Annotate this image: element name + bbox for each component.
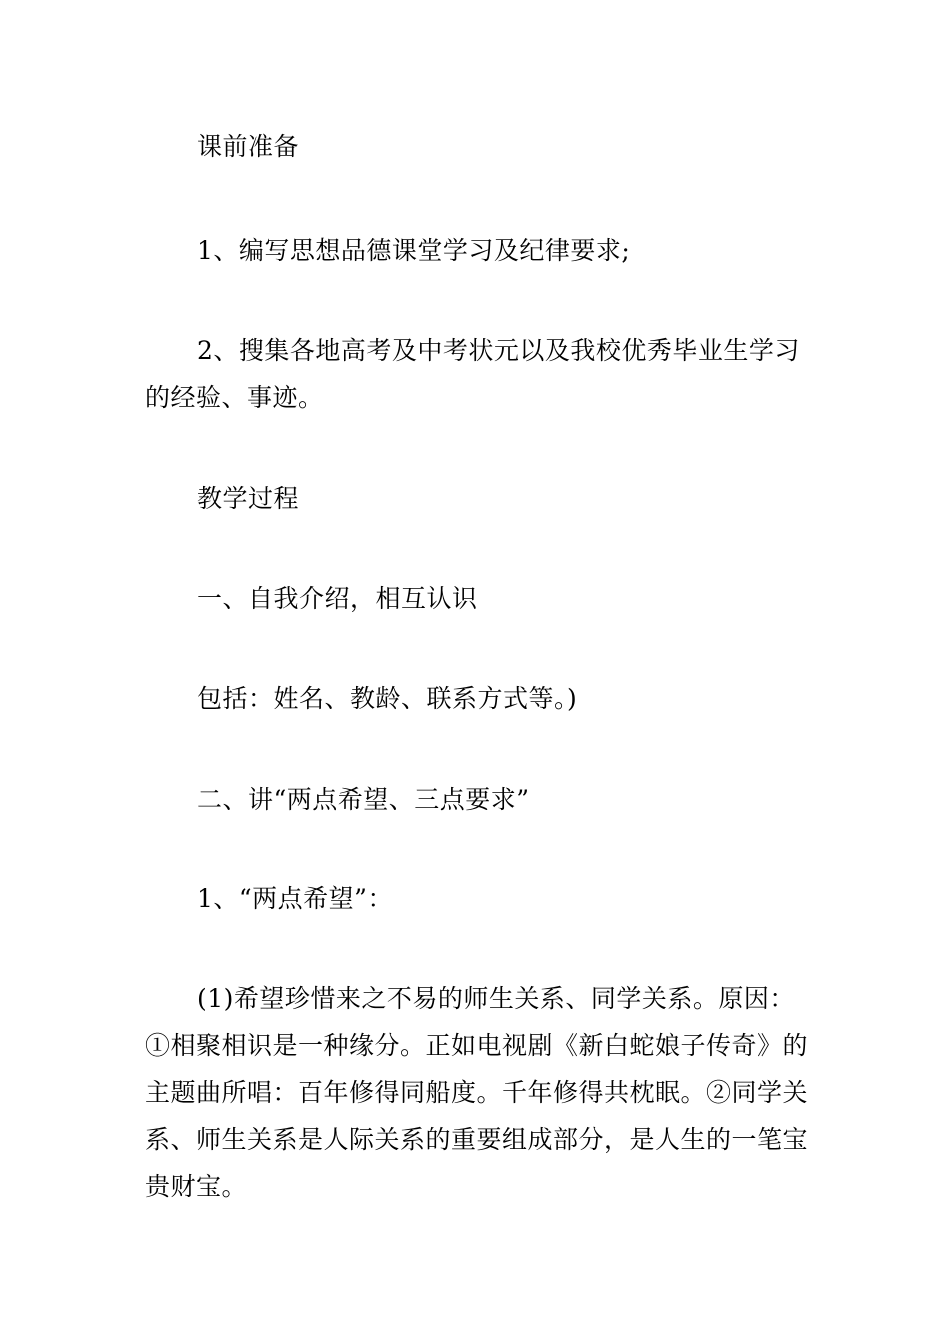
paragraph-teaching-process: 教学过程 bbox=[197, 484, 300, 513]
paragraph-two-hopes: 1、“两点希望”： bbox=[197, 884, 393, 913]
paragraph-lesson-preparation: 课前准备 bbox=[197, 132, 300, 161]
paragraph-prep-item-1: 1、编写思想品德课堂学习及纪律要求; bbox=[197, 236, 631, 265]
paragraph-hope-one: (1)希望珍惜来之不易的师生关系、同学关系。原因：①相聚相识是一种缘分。正如电视剧《新白蛇娘子传奇》的主题曲所唱：百年修得同船度。千年修得共枕眠。②同学关系、师生关系是人际关系的重要组成部分，是人生的一笔宝贵财宝。 bbox=[145, 984, 809, 1201]
paragraph-section-one: 一、自我介绍，相互认识 bbox=[197, 584, 478, 613]
paragraph-includes: 包括：姓名、教龄、联系方式等。) bbox=[197, 684, 578, 713]
paragraph-section-two: 二、讲“两点希望、三点要求” bbox=[197, 785, 530, 814]
paragraph-prep-item-2: 2、搜集各地高考及中考状元以及我校优秀毕业生学习的经验、事迹。 bbox=[145, 336, 800, 412]
